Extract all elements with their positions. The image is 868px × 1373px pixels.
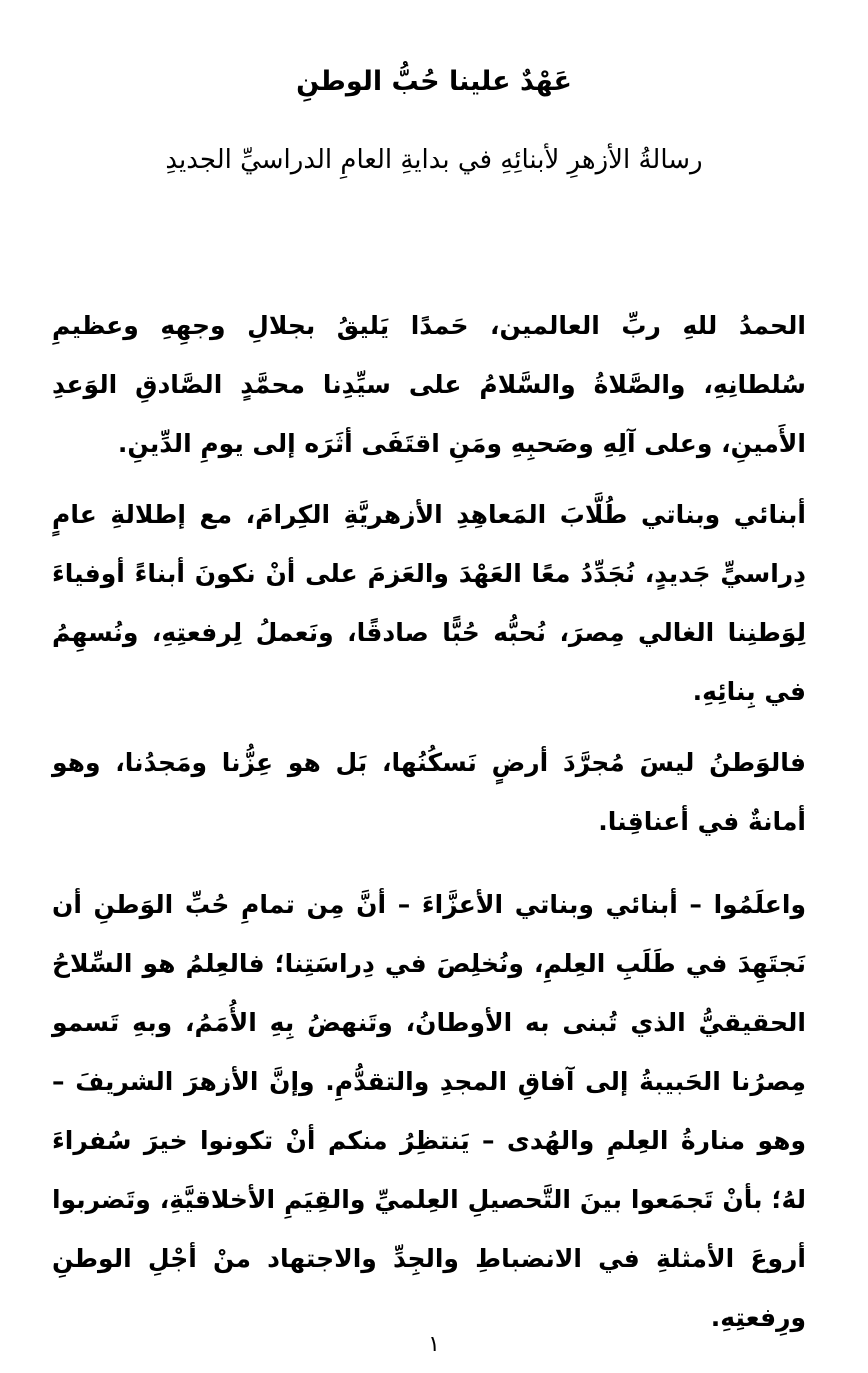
document-body xyxy=(52,296,806,1359)
page-number: ١ xyxy=(428,1332,440,1357)
paragraph-homeland: فالوَطنُ ليسَ مُجرَّدَ أرضٍ نَسكُنُها، بَل هو عِزُّنا ومَجدُنا، وهو أمانةٌ في أعناقِنا. xyxy=(52,748,806,836)
document-title: عَهْدٌ علينا حُبُّ الوطنِ xyxy=(296,66,572,97)
paragraph-knowledge: واعلَمُوا – أبنائي وبناتي الأعزَّاءَ – أنَّ مِن تمامِ حُبِّ الوَطنِ أن نَجتَهِدَ في طَلَبِ العِلمِ، ونُخلِصَ في دِراسَتِنا؛ فالعِلمُ هو السِّلاحُ الحقيقيُّ الذي تُبنى به الأوطانُ، وتَنهضُ بِهِ الأُمَمُ، وبهِ تَسمو مِصرُنا الحَبيبةُ إلى آفاقِ المجدِ والتقدُّمِ. وإنَّ الأزهرَ الشريفَ – وهو منارةُ العِلمِ والهُدى – يَنتظِرُ منكم أنْ تكونوا خيرَ سُفراءَ لهُ؛ بأنْ تَجمَعوا بينَ التَّحصيلِ العِلميِّ والقِيَمِ الأخلاقيَّةِ، وتَضربوا أروعَ الأمثلةِ في الانضباطِ والجِدِّ والاجتهاد منْ أجْلِ الوطنِ ورِفعتِهِ. xyxy=(52,890,806,1332)
document-subtitle: رسالةُ الأزهرِ لأبنائِهِ في بدايةِ العامِ الدراسيِّ الجديدِ xyxy=(165,145,703,175)
paragraph-opening: الحمدُ للهِ ربِّ العالمين، حَمدًا يَليقُ بجلالِ وجهِهِ وعظيمِ سُلطانِهِ، والصَّلاةُ والسَّلامُ على سيِّدِنا محمَّدٍ الصَّادقِ الوَعدِ الأَمينِ، وعلى آلِهِ وصَحبِهِ ومَنِ اقتَفَى أثَرَه إلى يومِ الدِّينِ. xyxy=(52,311,806,458)
paragraph-address: أبنائي وبناتي طُلَّابَ المَعاهِدِ الأزهريَّةِ الكِرامَ، مع إطلالةِ عامٍ دِراسيٍّ جَديدٍ، نُجَدِّدُ معًا العَهْدَ والعَزمَ على أنْ نكونَ أبناءً أوفياءَ لِوَطنِنا الغالي مِصرَ، نُحبُّه حُبًّا صادقًا، ونَعملُ لِرفعتِهِ، ونُسهِمُ في بِنائِهِ. xyxy=(52,500,806,706)
